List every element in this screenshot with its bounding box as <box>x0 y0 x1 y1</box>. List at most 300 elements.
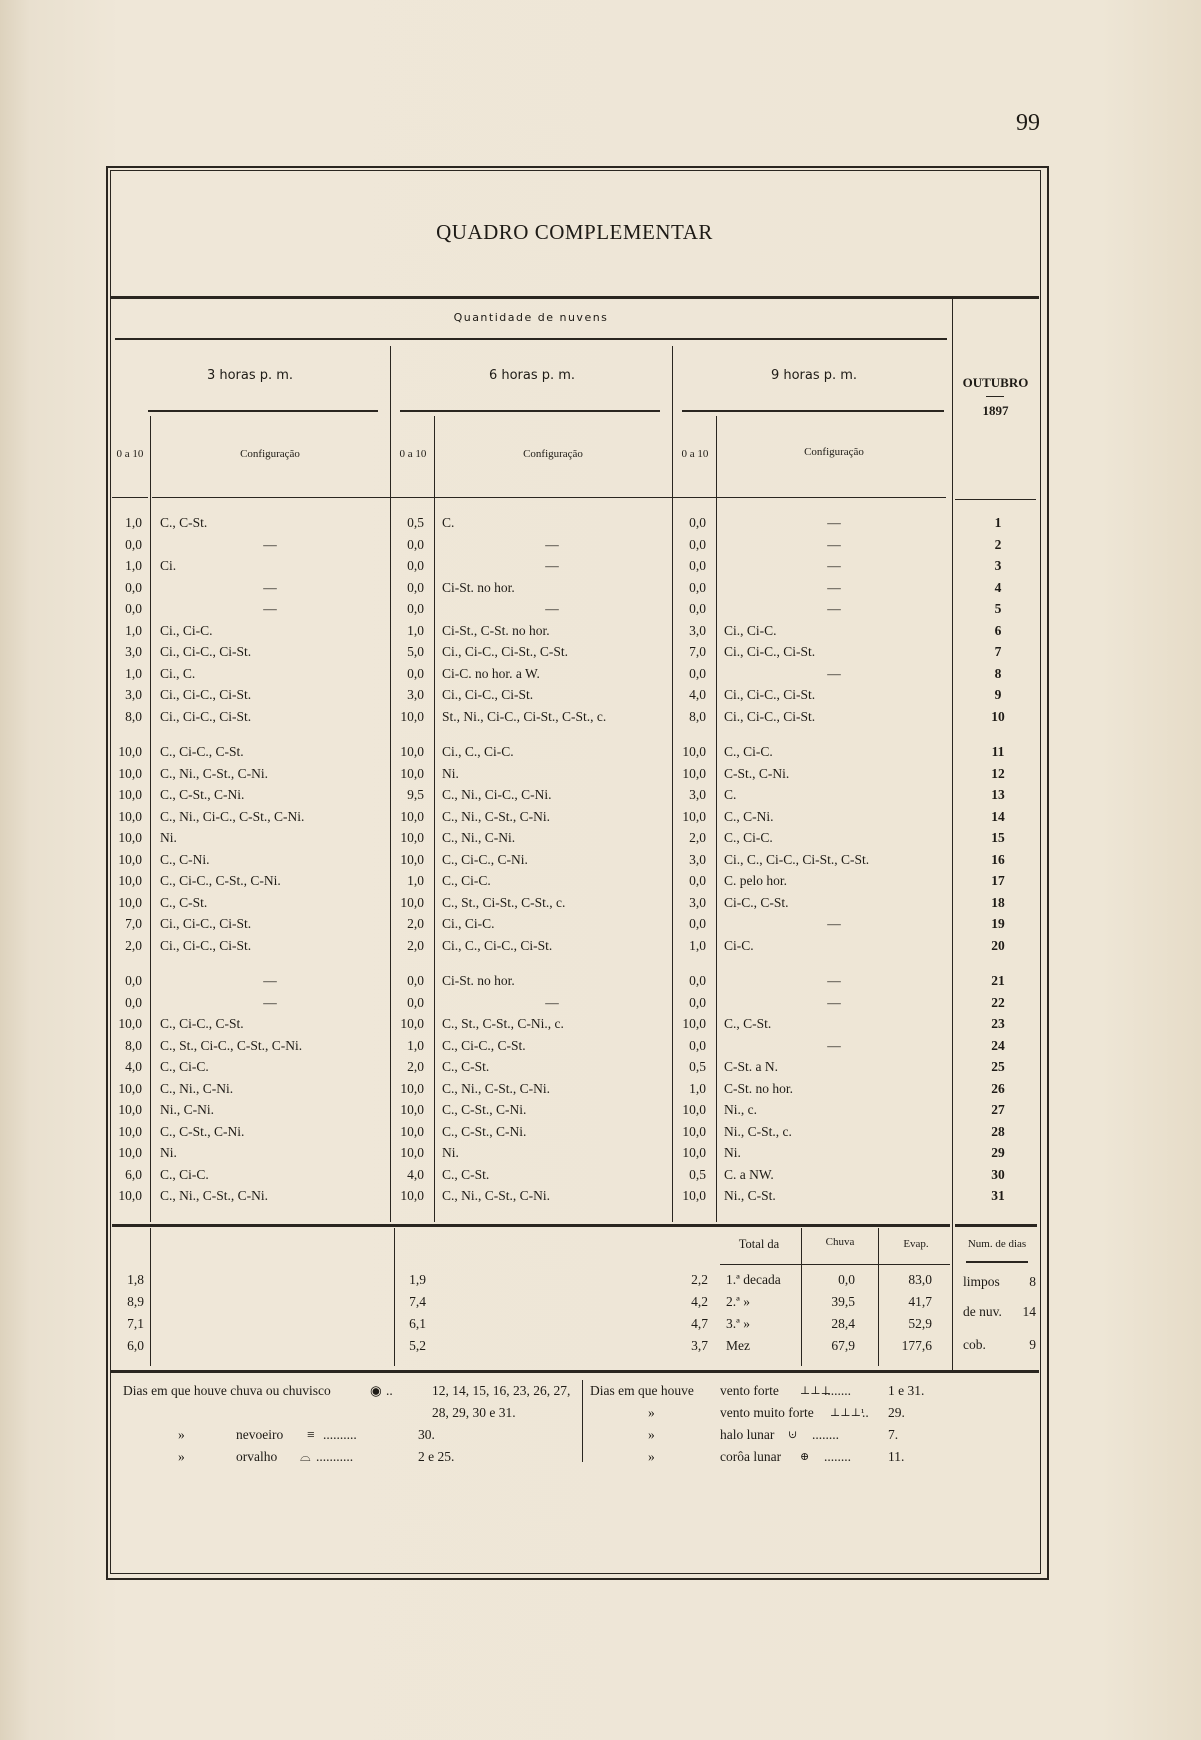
value-6h: 4,0 <box>407 1166 424 1182</box>
config-9h: — <box>827 916 841 931</box>
config-9h: C., Ci-C. <box>724 744 773 759</box>
value-9h: 10,0 <box>682 744 706 759</box>
config-6h: Ci., C., Ci-C., Ci-St. <box>442 937 553 953</box>
divider-summary-3h <box>150 1228 151 1366</box>
footer-label: halo lunar <box>720 1427 775 1442</box>
value-6h: 0,0 <box>407 601 424 616</box>
day-number: 28 <box>991 1123 1005 1139</box>
config-6h: Ci-C. no hor. a W. <box>442 665 540 681</box>
chuva-value: 28,4 <box>831 1316 855 1331</box>
lunar-corona-icon: ⊕ <box>800 1451 810 1463</box>
mean-6h: 1,9 <box>409 1272 426 1287</box>
config-6h: C., C-St. <box>442 1059 490 1074</box>
year-label: 1897 <box>982 403 1009 418</box>
value-9h: 1,0 <box>689 1080 706 1096</box>
config-6h: Ni. <box>442 1145 459 1160</box>
config-9h: Ci-C. <box>724 937 754 953</box>
day-number: 10 <box>991 708 1005 724</box>
value-6h: 10,0 <box>400 765 424 781</box>
value-3h: 8,0 <box>125 1037 142 1053</box>
value-3h: 0,0 <box>125 579 142 595</box>
value-9h: 0,0 <box>689 665 706 681</box>
value-6h: 2,0 <box>407 1059 424 1074</box>
config-3h: — <box>263 579 277 595</box>
dew-icon: ⌓ <box>300 1449 311 1464</box>
day-number: 15 <box>991 830 1005 845</box>
day-number: 30 <box>991 1166 1005 1182</box>
value-9h: 0,0 <box>689 601 706 616</box>
day-number: 23 <box>991 1016 1005 1031</box>
value-6h: 10,0 <box>400 1102 424 1117</box>
value-6h: 1,0 <box>407 622 424 638</box>
config-3h: Ci. <box>160 558 177 573</box>
col-config-6h: Configuração <box>523 448 583 460</box>
config-3h: C., Ci-C. <box>160 1059 209 1074</box>
fog-icon: ≡ <box>307 1427 315 1442</box>
footer-ditto: » <box>648 1427 655 1442</box>
config-6h: Ci-St., C-St. no hor. <box>442 622 550 638</box>
value-9h: 10,0 <box>682 1188 706 1203</box>
value-3h: 3,0 <box>125 644 142 659</box>
day-number: 1 <box>994 515 1002 530</box>
chuva-value: 0,0 <box>838 1272 855 1287</box>
config-3h: — <box>263 536 277 552</box>
value-9h: 0,0 <box>689 916 706 931</box>
period-6h: 6 horas p. m. <box>488 368 576 383</box>
config-6h: C., Ni., C-Ni. <box>442 830 516 845</box>
footer-dots: ........ <box>824 1449 851 1464</box>
summary-period: 3.ª » <box>726 1316 750 1331</box>
config-6h: C., C-St. <box>442 1166 490 1182</box>
footer-label: vento muito forte <box>720 1405 814 1420</box>
value-9h: 0,0 <box>689 994 706 1010</box>
value-3h: 1,0 <box>125 558 142 573</box>
value-9h: 10,0 <box>682 1123 706 1139</box>
day-number: 9 <box>994 687 1002 702</box>
table-row <box>0 849 1201 870</box>
config-9h: — <box>827 515 841 530</box>
num-dias-brace <box>966 1261 1028 1267</box>
value-3h: 10,0 <box>118 1123 142 1139</box>
value-3h: 6,0 <box>125 1166 142 1182</box>
config-6h: Ci., Ci-C., Ci-St., C-St. <box>442 644 569 659</box>
group-header: Quantidade de nuvens <box>453 311 609 324</box>
config-6h: Ci-St. no hor. <box>442 579 515 595</box>
total-label: Total da <box>738 1237 780 1251</box>
day-number: 3 <box>994 558 1002 573</box>
footer-label: nevoeiro <box>236 1427 284 1442</box>
value-6h: 0,5 <box>407 515 424 530</box>
config-3h: C., C-St., C-Ni. <box>160 1123 245 1139</box>
value-6h: 0,0 <box>407 994 424 1010</box>
value-3h: 2,0 <box>125 937 142 953</box>
config-6h: C., Ci-C., C-St. <box>442 1037 526 1053</box>
num-dias-label: de nuv. <box>963 1304 1002 1319</box>
value-9h: 10,0 <box>682 808 706 824</box>
num-dias-value: 8 <box>1029 1274 1036 1289</box>
mean-6h: 5,2 <box>409 1338 426 1353</box>
chuva-label: Chuva <box>825 1236 855 1248</box>
value-6h: 1,0 <box>407 873 424 888</box>
mean-6h: 6,1 <box>409 1316 426 1331</box>
footer-right-prefix: Dias em que houve <box>590 1383 694 1398</box>
value-3h: 0,0 <box>125 973 142 988</box>
col-config-3h: Configuração <box>240 448 300 460</box>
table-row <box>0 706 1201 727</box>
footer-left-prefix: Dias em que houve chuva ou chuvisco <box>123 1383 331 1398</box>
day-number: 7 <box>994 644 1002 659</box>
config-3h: C., Ni., C-St., C-Ni. <box>160 1188 269 1203</box>
summary-rule <box>112 1224 950 1227</box>
mean-9h: 4,2 <box>691 1294 708 1309</box>
value-9h: 10,0 <box>682 1145 706 1160</box>
config-6h: Ni. <box>442 765 459 781</box>
day-number: 2 <box>994 536 1002 552</box>
value-9h: 0,0 <box>689 1037 706 1053</box>
day-number: 8 <box>994 665 1002 681</box>
footer-dots: .. <box>862 1405 869 1420</box>
mean-3h: 8,9 <box>127 1294 144 1309</box>
day-number: 20 <box>991 937 1005 953</box>
table-row <box>0 970 1201 991</box>
config-6h: C., Ni., C-St., C-Ni. <box>442 808 551 824</box>
table-row <box>0 763 1201 784</box>
summary-sub-rule <box>720 1264 950 1265</box>
header-underline-1 <box>112 497 148 498</box>
value-9h: 2,0 <box>689 830 706 845</box>
strong-wind-icon: ⊥⊥⊥ <box>800 1385 832 1397</box>
config-6h: C., Ci-C. <box>442 873 491 888</box>
config-9h: C., C-St. <box>724 1016 772 1031</box>
day-number: 21 <box>991 973 1005 988</box>
num-dias-label: limpos <box>963 1274 1000 1289</box>
config-3h: C., Ci-C. <box>160 1166 209 1182</box>
value-3h: 10,0 <box>118 1016 142 1031</box>
config-9h: Ci., Ci-C., Ci-St. <box>724 708 816 724</box>
table-row <box>0 1185 1201 1206</box>
table-row <box>0 784 1201 805</box>
config-6h: C., Ni., Ci-C., C-Ni. <box>442 787 552 802</box>
config-3h: C., C-St. <box>160 894 208 910</box>
config-9h: — <box>827 579 841 595</box>
value-3h: 10,0 <box>118 744 142 759</box>
value-9h: 0,0 <box>689 973 706 988</box>
footer-ditto: » <box>178 1427 185 1442</box>
config-6h: C., Ni., C-St., C-Ni. <box>442 1188 551 1203</box>
footer-dots: .......... <box>323 1427 357 1442</box>
value-3h: 3,0 <box>125 687 142 702</box>
table-row <box>0 935 1201 956</box>
config-9h: — <box>827 536 841 552</box>
config-9h: — <box>827 558 841 573</box>
footer-dots: ........ <box>812 1427 839 1442</box>
footer-dots: ........ <box>824 1383 851 1398</box>
config-6h: St., Ni., Ci-C., Ci-St., C-St., c. <box>442 708 607 724</box>
table-row <box>0 913 1201 934</box>
value-9h: 3,0 <box>689 622 706 638</box>
value-6h: 10,0 <box>400 894 424 910</box>
config-9h: Ni., C-St., c. <box>724 1123 792 1139</box>
table-row <box>0 1035 1201 1056</box>
config-9h: C., C-Ni. <box>724 808 774 824</box>
period-9h: 9 horas p. m. <box>770 368 858 383</box>
very-strong-wind-icon: ⊥⊥⊥¹ <box>830 1407 865 1419</box>
value-3h: 0,0 <box>125 601 142 616</box>
config-6h: Ci., Ci-C. <box>442 916 495 931</box>
col-amount-9h: 0 a 10 <box>681 448 709 460</box>
value-6h: 10,0 <box>400 808 424 824</box>
footer-ditto: » <box>648 1405 655 1420</box>
config-9h: C-St. no hor. <box>724 1080 794 1096</box>
config-6h: — <box>545 536 559 552</box>
value-3h: 10,0 <box>118 1145 142 1160</box>
chuva-value: 39,5 <box>831 1294 855 1309</box>
value-9h: 0,5 <box>689 1166 706 1182</box>
lunar-halo-icon: ⊍ <box>788 1429 798 1441</box>
value-3h: 10,0 <box>118 808 142 824</box>
value-9h: 3,0 <box>689 787 706 802</box>
config-3h: Ni. <box>160 830 177 845</box>
config-3h: Ci., Ci-C., Ci-St. <box>160 687 252 702</box>
config-6h: — <box>545 558 559 573</box>
mean-9h: 4,7 <box>691 1316 708 1331</box>
config-9h: — <box>827 1037 841 1053</box>
day-number: 14 <box>991 808 1005 824</box>
footer-days: 28, 29, 30 e 31. <box>432 1405 516 1420</box>
value-3h: 10,0 <box>118 787 142 802</box>
config-9h: Ci., Ci-C. <box>724 622 777 638</box>
table-row <box>0 1099 1201 1120</box>
config-6h: C., Ci-C., C-Ni. <box>442 851 528 867</box>
brace-3h <box>148 410 378 416</box>
evap-label: Evap. <box>903 1238 929 1250</box>
footer-ditto: » <box>648 1449 655 1464</box>
config-6h: Ci., Ci-C., Ci-St. <box>442 687 534 702</box>
value-6h: 10,0 <box>400 708 424 724</box>
chuva-value: 67,9 <box>831 1338 855 1353</box>
value-3h: 10,0 <box>118 894 142 910</box>
config-9h: C. <box>724 787 737 802</box>
config-6h: — <box>545 994 559 1010</box>
summary-period: Mez <box>726 1338 750 1353</box>
table-row <box>0 1013 1201 1034</box>
table-row <box>0 1121 1201 1142</box>
value-9h: 0,0 <box>689 536 706 552</box>
config-9h: Ci., Ci-C., Ci-St. <box>724 687 816 702</box>
day-number: 24 <box>991 1037 1005 1053</box>
value-6h: 0,0 <box>407 536 424 552</box>
config-3h: C., Ni., Ci-C., C-St., C-Ni. <box>160 808 305 824</box>
num-dias-label: cob. <box>963 1337 986 1352</box>
value-3h: 10,0 <box>118 851 142 867</box>
footer-label: vento forte <box>720 1383 779 1398</box>
config-9h: — <box>827 601 841 616</box>
value-9h: 3,0 <box>689 851 706 867</box>
value-3h: 1,0 <box>125 665 142 681</box>
rain-icon: ◉ <box>370 1383 382 1398</box>
value-6h: 2,0 <box>407 916 424 931</box>
value-9h: 8,0 <box>689 708 706 724</box>
day-number: 6 <box>994 622 1002 638</box>
mean-6h: 7,4 <box>409 1294 426 1309</box>
value-6h: 0,0 <box>407 579 424 595</box>
value-6h: 0,0 <box>407 973 424 988</box>
value-9h: 10,0 <box>682 1016 706 1031</box>
config-3h: Ci., C. <box>160 665 196 681</box>
config-6h: — <box>545 601 559 616</box>
table-row <box>0 892 1201 913</box>
config-9h: C., Ci-C. <box>724 830 773 845</box>
day-number: 27 <box>991 1102 1005 1117</box>
table-row <box>0 870 1201 891</box>
day-number: 31 <box>991 1188 1005 1203</box>
config-3h: C., C-St., C-Ni. <box>160 787 245 802</box>
footer-days: 1 e 31. <box>888 1383 925 1398</box>
day-number: 25 <box>991 1059 1005 1074</box>
value-6h: 10,0 <box>400 851 424 867</box>
value-6h: 10,0 <box>400 1123 424 1139</box>
footer-rule <box>110 1370 1039 1373</box>
col-config-9h: Configuração <box>804 446 864 458</box>
config-3h: C., Ni., C-Ni. <box>160 1080 234 1096</box>
config-6h: C., C-St., C-Ni. <box>442 1123 527 1139</box>
table-row <box>0 534 1201 555</box>
table-row <box>0 1142 1201 1163</box>
config-6h: Ci-St. no hor. <box>442 973 515 988</box>
summary-period: 1.ª decada <box>726 1272 781 1287</box>
table-row <box>0 992 1201 1013</box>
value-6h: 10,0 <box>400 1016 424 1031</box>
config-3h: Ci., Ci-C., Ci-St. <box>160 708 252 724</box>
day-number: 5 <box>994 601 1002 616</box>
config-9h: Ci., C., Ci-C., Ci-St., C-St. <box>724 851 870 867</box>
config-3h: C., C-Ni. <box>160 851 210 867</box>
value-6h: 0,0 <box>407 665 424 681</box>
footer-days: 30. <box>418 1427 435 1442</box>
table-row <box>0 684 1201 705</box>
brace-6h <box>400 410 660 416</box>
config-3h: — <box>263 601 277 616</box>
value-3h: 7,0 <box>125 916 142 931</box>
value-6h: 5,0 <box>407 644 424 659</box>
footer-divider <box>582 1380 583 1462</box>
footer-label: corôa lunar <box>720 1449 782 1464</box>
mean-3h: 7,1 <box>127 1316 144 1331</box>
num-dias-label: Num. de dias <box>967 1238 1027 1250</box>
page-number: 99 <box>1016 110 1040 136</box>
config-3h: Ni. <box>160 1145 177 1160</box>
table-row <box>0 827 1201 848</box>
config-9h: C. pelo hor. <box>724 873 787 888</box>
config-9h: C-St. a N. <box>724 1059 778 1074</box>
num-dias-value: 14 <box>1022 1304 1036 1319</box>
value-9h: 10,0 <box>682 1102 706 1117</box>
day-number: 19 <box>991 916 1005 931</box>
day-number: 12 <box>991 765 1005 781</box>
value-9h: 0,0 <box>689 873 706 888</box>
brace-9h <box>682 410 944 416</box>
evap-value: 41,7 <box>908 1294 932 1309</box>
config-6h: C., Ni., C-St., C-Ni. <box>442 1080 551 1096</box>
config-9h: — <box>827 665 841 681</box>
footer-days: 11. <box>888 1449 905 1464</box>
value-3h: 10,0 <box>118 873 142 888</box>
footer-days: 29. <box>888 1405 905 1420</box>
day-number: 17 <box>991 873 1005 888</box>
value-6h: 10,0 <box>400 1080 424 1096</box>
config-3h: C., Ci-C., C-St. <box>160 1016 244 1031</box>
value-6h: 9,5 <box>407 787 424 802</box>
day-number: 22 <box>991 994 1005 1010</box>
config-3h: Ni., C-Ni. <box>160 1102 214 1117</box>
evap-value: 83,0 <box>908 1272 932 1287</box>
table-row <box>0 806 1201 827</box>
day-number: 13 <box>991 787 1005 802</box>
value-9h: 0,0 <box>689 579 706 595</box>
value-9h: 10,0 <box>682 765 706 781</box>
config-6h: C., St., Ci-St., C-St., c. <box>442 894 566 910</box>
footer-days: 7. <box>888 1427 899 1442</box>
footer-label: orvalho <box>236 1449 278 1464</box>
summary-rule-right <box>955 1224 1037 1227</box>
value-9h: 7,0 <box>689 644 706 659</box>
value-6h: 2,0 <box>407 937 424 953</box>
value-9h: 1,0 <box>689 937 706 953</box>
table-row <box>0 555 1201 576</box>
value-3h: 1,0 <box>125 515 142 530</box>
config-3h: C., Ni., C-St., C-Ni. <box>160 765 269 781</box>
config-3h: Ci., Ci-C. <box>160 622 213 638</box>
value-6h: 3,0 <box>407 687 424 702</box>
config-3h: — <box>263 973 277 988</box>
value-9h: 4,0 <box>689 687 706 702</box>
config-9h: — <box>827 973 841 988</box>
value-9h: 0,5 <box>689 1059 706 1074</box>
footer-dots: ........... <box>316 1449 354 1464</box>
footer-days: 12, 14, 15, 16, 23, 26, 27, <box>432 1383 571 1398</box>
config-3h: Ci., Ci-C., Ci-St. <box>160 916 252 931</box>
mean-9h: 2,2 <box>691 1272 708 1287</box>
value-3h: 10,0 <box>118 1102 142 1117</box>
value-6h: 10,0 <box>400 1188 424 1203</box>
table-row <box>0 1056 1201 1077</box>
value-6h: 1,0 <box>407 1037 424 1053</box>
config-9h: — <box>827 994 841 1010</box>
value-6h: 10,0 <box>400 744 424 759</box>
table-title: QUADRO COMPLEMENTAR <box>436 220 713 244</box>
value-3h: 10,0 <box>118 765 142 781</box>
config-3h: C., St., Ci-C., C-St., C-Ni. <box>160 1037 303 1053</box>
config-9h: Ci-C., C-St. <box>724 894 789 910</box>
config-3h: C., Ci-C., C-St., C-Ni. <box>160 873 281 888</box>
table-row <box>0 512 1201 533</box>
footer-days: 2 e 25. <box>418 1449 455 1464</box>
evap-value: 52,9 <box>908 1316 932 1331</box>
table-row <box>0 741 1201 762</box>
day-number: 16 <box>991 851 1005 867</box>
footer-dots: .. <box>386 1383 393 1398</box>
mean-3h: 1,8 <box>127 1272 144 1287</box>
header-underline-2 <box>152 497 946 498</box>
mean-3h: 6,0 <box>127 1338 144 1353</box>
num-dias-value: 9 <box>1029 1337 1036 1352</box>
month-label: OUTUBRO <box>962 375 1029 390</box>
config-6h: C., St., C-St., C-Ni., c. <box>442 1016 564 1031</box>
header-underline-3 <box>955 499 1036 500</box>
config-9h: C. a NW. <box>724 1166 774 1182</box>
table-row <box>0 577 1201 598</box>
day-number: 29 <box>991 1145 1005 1160</box>
